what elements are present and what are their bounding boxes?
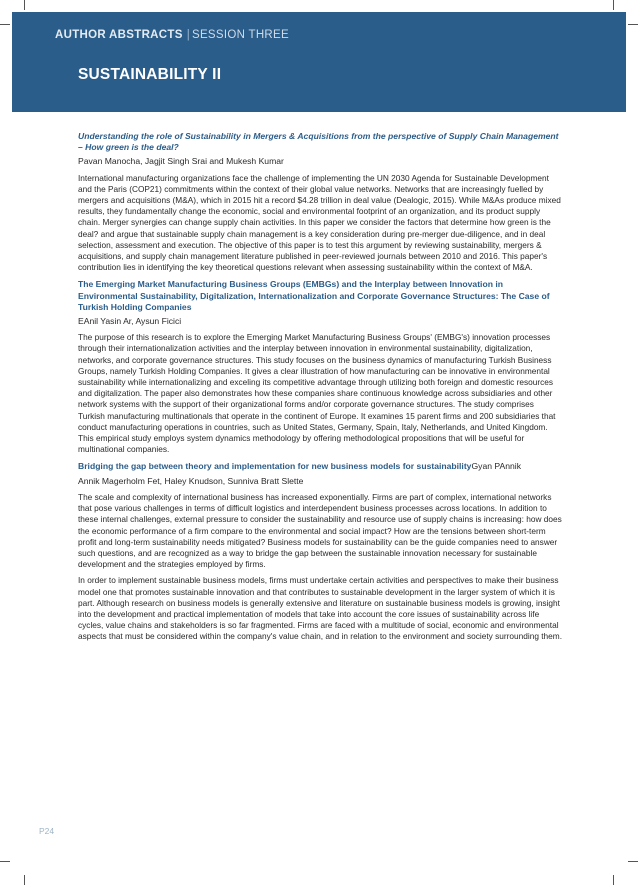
abstract-authors: EAnil Yasin Ar, Aysun Ficici <box>78 316 182 327</box>
crop-mark <box>613 875 614 885</box>
abstract-authors: Annik Magerholm Fet, Haley Knudson, Sunniva Bratt Slette <box>78 475 304 486</box>
crop-mark <box>628 861 638 862</box>
abstract-title-line <box>78 461 562 472</box>
abstract-title: Understanding the role of Sustainability in Mergers & Acquisitions from the perspective of Supply Chain Management – How green is the deal? <box>78 131 559 153</box>
section-label: AUTHOR ABSTRACTS <box>55 29 183 41</box>
abstract-paragraph: The scale and complexity of international business has increased exponentially. Firms are part of complex, international networks that pose various challenges in terms of difficult logistics and interdependent business processes across locations. In addition to these internal challenges, external pressure to consider the sustainability and resource use of supply chains is increasing: how does the economic performance of a firm compare to the environmental and social impact? How are the tensions between short-term profit and long-term sustainability needs mitigated? Business models for sustainability can be the guide companies need to answer such questions, and are recognized as a way to bridge the gap between the sustainable innovation necessary for sustainable development and the strategies employed by firms. <box>78 491 562 570</box>
abstract-paragraph: International manufacturing organizations face the challenge of implementing the UN 2030 Agenda for Sustainable Development and the Paris (COP21) commitments within the context of their global value networks. Networks that are increasingly fuelled by mergers and acquisitions (M&A), which in 2015 hit a record $4.28 trillion in deal value (Dealogic, 2015). While M&As produce mixed results, they fundamentally change the economic, social and environmental footprint of an organization, and its product supply chain. Merger synergies can change supply chain activities. In this paper we consider the factors that determine how green is the deal? and argue that sustainable supply chain management is a key consideration during pre-merger due-diligence, and in deal selection, assessment and execution. The objective of this paper is to test this argument by reviewing sustainability, mergers & acquisitions, and supply chain management literature published in peer-reviewed journals between 2010 and 2016. This paper's contribution lies in identifying the key theoretical questions relevant when assessing sustainability within the context of M&A. <box>78 172 561 273</box>
abstract-title: The Emerging Market Manufacturing Business Groups (EMBGs) and the Interplay between Innovation in Environmental Sustainability, Digitalization, Internationalization and Corporate Governance Structures: The Case of Turkish Holding Companies <box>78 279 550 312</box>
header-label: AUTHOR ABSTRACTS | SESSION THREE <box>55 29 289 41</box>
abstract-authors: Pavan Manocha, Jagjit Singh Srai and Mukesh Kumar <box>78 156 284 167</box>
abstract-item <box>78 131 562 273</box>
abstract-title-trailing: Gyan PAnnik <box>471 461 521 472</box>
abstract-paragraph: The purpose of this research is to explore the Emerging Market Manufacturing Business Groups' (EMBG's) innovation processes through their internationalization activities and the interplay between innovation in environmental sustainability, digitalization, networks, and corporate governance structures. This study focuses on the business dynamics of manufacturing Turkish Business Groups, namely Turkish Holding Companies. It gives a clear illustration of how manufacturing can be innovative in environmental sustainability while internationalizing and exceling its competitive advantage through utilizing both foreign and domestic resources and digitalization. The paper also demonstrates how these companies share continuous knowledge across subsidiaries and other network systems with the support of their organizational forms and/or corporate governance structures. The study comprises Turkish manufacturing multinationals that operate in the continent of Europe. It examines 15 parent firms and 200 subsidiaries that conduct manufacturing operations in countries, such as United States, Germany, Spain, Italy, Netherlands, and United Kingdom. This empirical study employs system dynamics methodology by offering methodological propositions that will be useful for multinational companies. <box>78 332 556 455</box>
crop-mark <box>0 861 10 862</box>
crop-mark <box>628 24 638 25</box>
page-number: P24 <box>39 826 55 836</box>
crop-mark <box>613 0 614 10</box>
abstract-paragraph: In order to implement sustainable business models, firms must undertake certain activities and perspectives to make their business model one that promotes sustainable innovation and that contributes to sustainable development in the larger system of which it is part. Although research on business models is generally extensive and literature on sustainable business models is growing, insight into the development and practical implementation of models that take into account the core issues of sustainability across life cycles, value chains and stakeholders is so far fragmented. Firms are faced with a multitude of social, economic and environmental aspects that must be considered within the company's value chain, and in relation to the environment and society surrounding them. <box>78 575 563 642</box>
crop-mark <box>24 875 25 885</box>
abstracts-list <box>78 131 562 643</box>
abstract-item <box>78 279 562 455</box>
header-banner <box>12 12 626 112</box>
abstract-item <box>78 461 562 642</box>
crop-mark <box>0 24 10 25</box>
abstract-title: Bridging the gap between theory and implementation for new business models for sustainability <box>78 461 472 472</box>
crop-mark <box>24 0 25 10</box>
page-title: SUSTAINABILITY II <box>78 66 222 83</box>
session-label: SESSION THREE <box>191 29 289 41</box>
